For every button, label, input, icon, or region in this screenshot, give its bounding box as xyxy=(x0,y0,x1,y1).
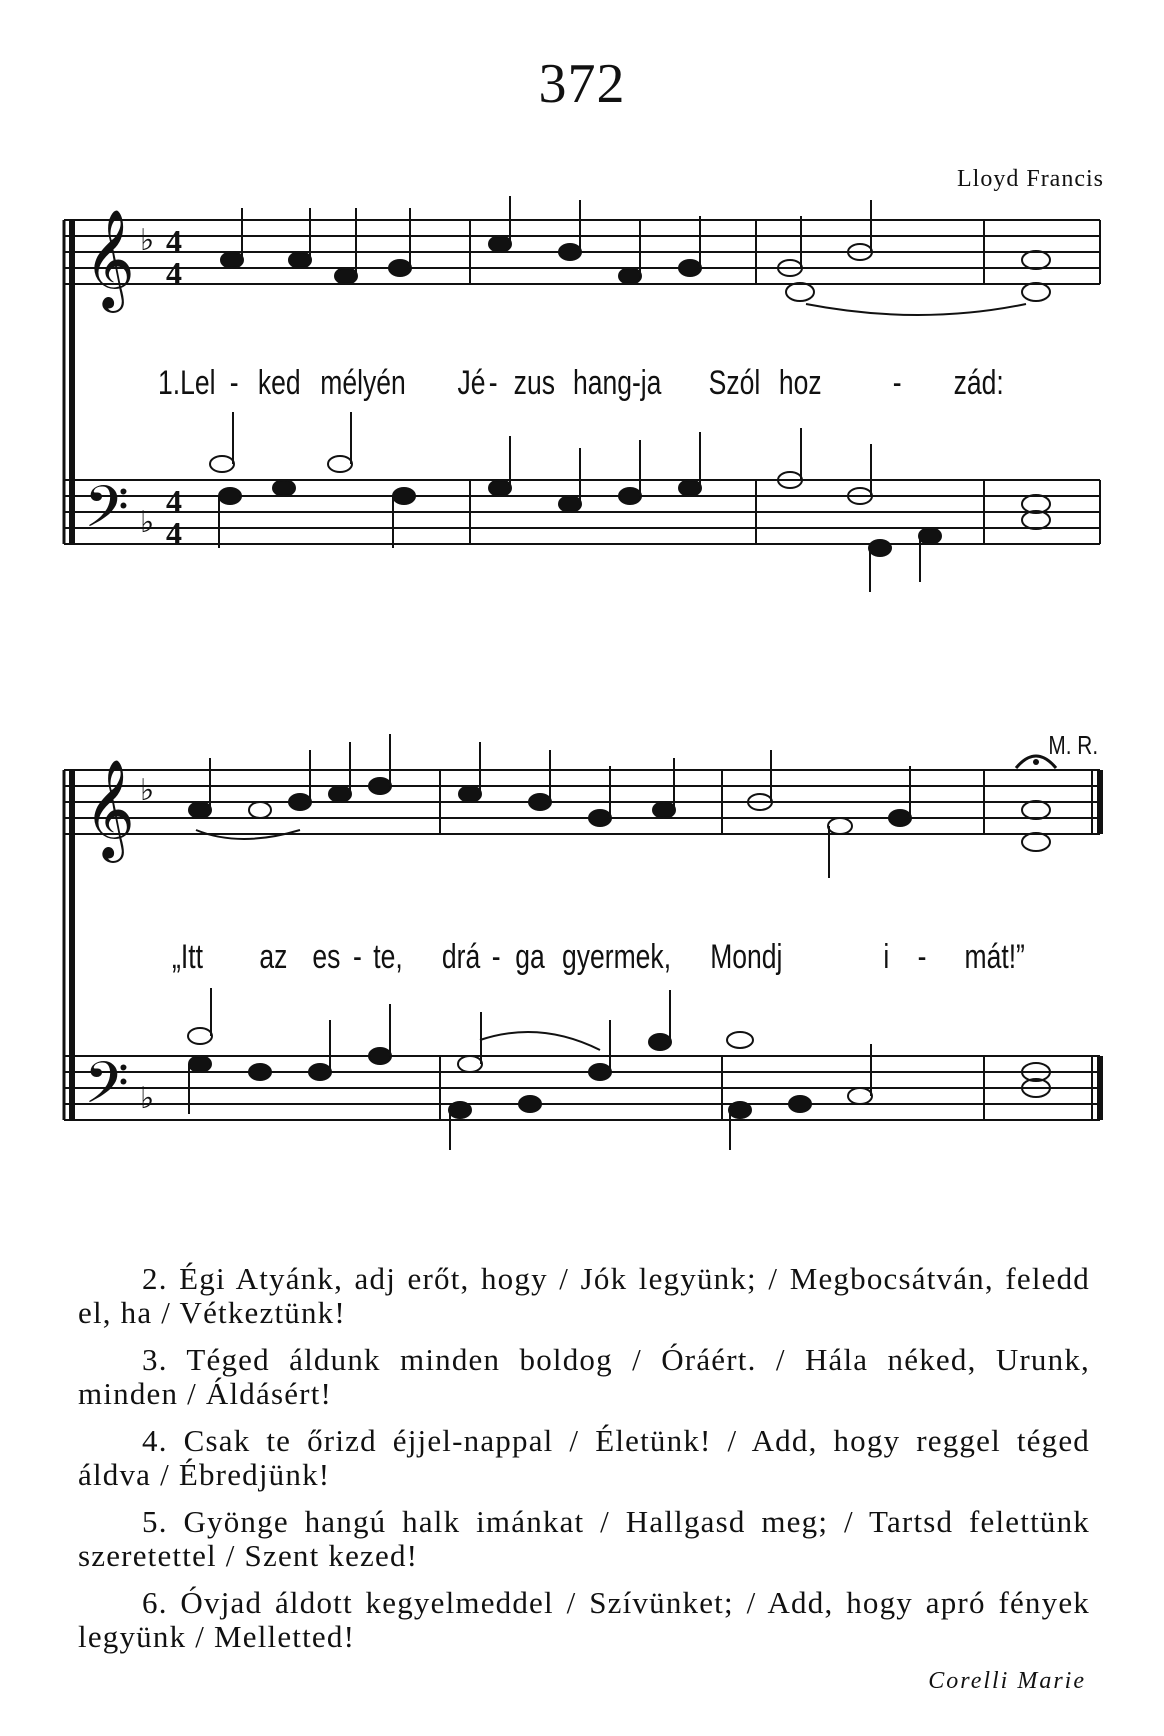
lyric-syllable: zád: xyxy=(953,364,1004,402)
svg-text:4: 4 xyxy=(166,255,182,291)
lyric-syllable: - xyxy=(229,364,239,402)
lyric-syllable: ked xyxy=(257,364,301,402)
lyric-syllable: „Itt xyxy=(172,938,203,976)
lyric-syllable: hang-ja xyxy=(572,364,662,402)
lyric-syllable: - xyxy=(352,938,362,976)
composer-credit: Lloyd Francis xyxy=(957,166,1104,192)
svg-text:𝄞: 𝄞 xyxy=(84,759,135,859)
svg-text:𝄢: 𝄢 xyxy=(84,473,130,555)
lyric-syllable: - xyxy=(491,938,501,976)
lyric-syllable: mát!” xyxy=(964,938,1025,976)
svg-text:𝄞: 𝄞 xyxy=(84,209,135,309)
svg-text:4: 4 xyxy=(166,483,182,519)
lyric-syllable: hoz xyxy=(778,364,822,402)
lyricist-credit: Corelli Marie xyxy=(928,1668,1086,1694)
arranger-credit: M. R. xyxy=(1048,730,1098,760)
lyric-syllable: zus xyxy=(513,364,555,402)
svg-text:♭: ♭ xyxy=(140,774,155,807)
lyric-syllable: te, xyxy=(373,938,403,976)
lyric-syllable: mélyén xyxy=(320,364,406,402)
lyric-syllable: Jé xyxy=(457,364,486,402)
lyric-syllable: az xyxy=(259,938,288,976)
lyric-syllable: - xyxy=(892,364,902,402)
verse-2: 2. Égi Atyánk, adj erőt, hogy / Jók legyünk; / Megbocsátván, feledd el, ha / Vétkeztünk! xyxy=(78,1261,1090,1330)
svg-text:♭: ♭ xyxy=(140,506,155,539)
lyric-syllable: gyermek, xyxy=(562,938,672,976)
verse-3: 3. Téged áldunk minden boldog / Óráért. / Hála néked, Urunk, minden / Áldásért! xyxy=(78,1342,1090,1411)
svg-text:4: 4 xyxy=(166,515,182,551)
lyric-syllable: es xyxy=(312,938,341,976)
svg-text:4: 4 xyxy=(166,223,182,259)
verse-5: 5. Gyönge hangú halk imánkat / Hallgasd meg; / Tartsd felettünk szeretettel / Szent kezed! xyxy=(78,1504,1090,1573)
lyric-syllable: Szól xyxy=(708,364,761,402)
lyric-syllable: drá xyxy=(441,938,481,976)
lyric-syllable: ga xyxy=(515,938,545,976)
lyric-syllable: - xyxy=(917,938,927,976)
lyric-syllable: 1.Lel xyxy=(158,364,216,402)
music-system-1 xyxy=(0,180,1164,600)
hymn-number: 372 xyxy=(538,53,626,115)
svg-text:♭: ♭ xyxy=(140,1082,155,1115)
lyric-syllable: - xyxy=(488,364,498,402)
svg-text:𝄢: 𝄢 xyxy=(84,1049,130,1131)
verse-6: 6. Óvjad áldott kegyelmeddel / Szívünket; / Add, hogy apró fények legyünk / Melletted! xyxy=(78,1585,1090,1654)
lyric-syllable: Mondj xyxy=(710,938,783,976)
verses-block xyxy=(78,1262,1090,1667)
svg-text:♭: ♭ xyxy=(140,224,155,257)
lyric-syllable: i xyxy=(883,938,890,976)
verse-4: 4. Csak te őrizd éjjel-nappal / Életünk! / Add, hogy reggel téged áldva / Ébredjünk! xyxy=(78,1423,1090,1492)
